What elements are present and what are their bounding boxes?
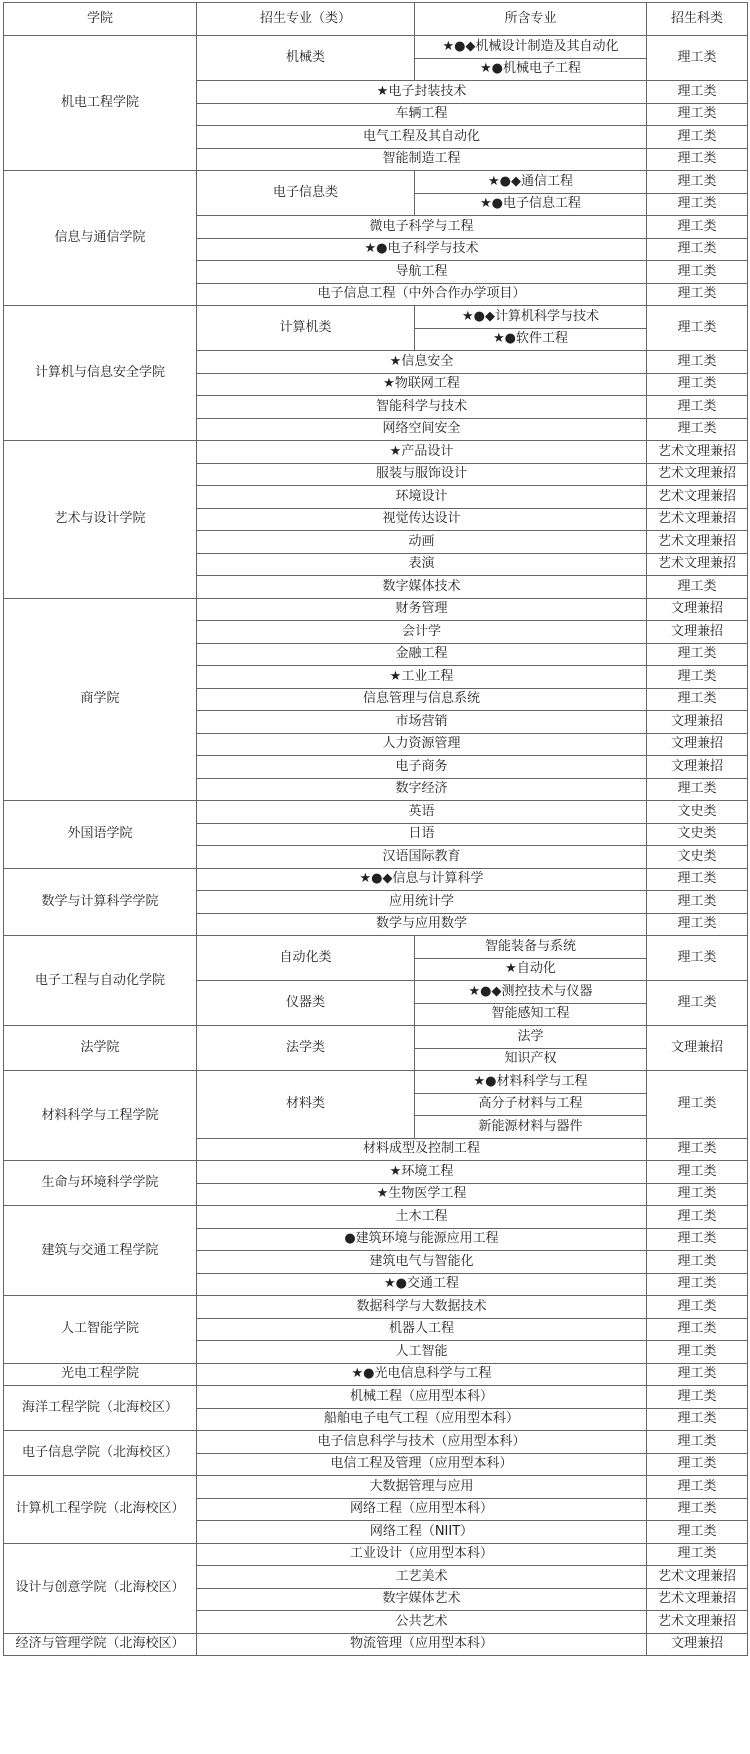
header-sub-majors: 所含专业: [415, 3, 647, 36]
major-cell: 导航工程: [197, 261, 647, 284]
major-group-cell: 计算机类: [197, 306, 415, 351]
sub-major-cell: ★●电子信息工程: [415, 193, 647, 216]
major-cell: 人工智能: [197, 1341, 647, 1364]
category-cell: 艺术文理兼招: [647, 441, 748, 464]
college-cell: 法学院: [4, 1026, 197, 1071]
sub-major-cell: ★●材料科学与工程: [415, 1071, 647, 1094]
category-cell: 理工类: [647, 216, 748, 239]
category-cell: 理工类: [647, 666, 748, 689]
header-row: [4, 3, 748, 36]
category-cell: 理工类: [647, 576, 748, 599]
college-cell: 经济与管理学院（北海校区）: [4, 1633, 197, 1656]
major-cell: ★电子封装技术: [197, 81, 647, 104]
category-cell: 理工类: [647, 1476, 748, 1499]
major-cell: 应用统计学: [197, 891, 647, 914]
category-cell: 理工类: [647, 351, 748, 374]
category-cell: 理工类: [647, 1386, 748, 1409]
table-row: [4, 1026, 748, 1049]
category-cell: 理工类: [647, 1521, 748, 1544]
table-row: [4, 1363, 748, 1386]
table-row: [4, 1633, 748, 1656]
category-cell: 文理兼招: [647, 733, 748, 756]
major-cell: 电气工程及其自动化: [197, 126, 647, 149]
table-row: [4, 936, 748, 959]
category-cell: 理工类: [647, 1296, 748, 1319]
category-cell: 艺术文理兼招: [647, 1611, 748, 1634]
category-cell: 理工类: [647, 126, 748, 149]
category-cell: 理工类: [647, 193, 748, 216]
major-cell: 电信工程及管理（应用型本科）: [197, 1453, 647, 1476]
table-row: [4, 441, 748, 464]
major-cell: 船舶电子电气工程（应用型本科）: [197, 1408, 647, 1431]
major-cell: 金融工程: [197, 643, 647, 666]
category-cell: 理工类: [647, 103, 748, 126]
major-cell: 人力资源管理: [197, 733, 647, 756]
table-row: [4, 801, 748, 824]
major-group-cell: 自动化类: [197, 936, 415, 981]
major-cell: ●建筑环境与能源应用工程: [197, 1228, 647, 1251]
college-cell: 海洋工程学院（北海校区）: [4, 1386, 197, 1431]
category-cell: 文理兼招: [647, 756, 748, 779]
major-cell: ★环境工程: [197, 1161, 647, 1184]
header-college: 学院: [4, 3, 197, 36]
sub-major-cell: ★●◆计算机科学与技术: [415, 306, 647, 329]
category-cell: 理工类: [647, 688, 748, 711]
major-cell: 大数据管理与应用: [197, 1476, 647, 1499]
college-cell: 商学院: [4, 598, 197, 801]
category-cell: 文史类: [647, 823, 748, 846]
sub-major-cell: 智能装备与系统: [415, 936, 647, 959]
category-cell: 艺术文理兼招: [647, 508, 748, 531]
sub-major-cell: ★●机械电子工程: [415, 58, 647, 81]
major-cell: 动画: [197, 531, 647, 554]
major-cell: 数字媒体艺术: [197, 1588, 647, 1611]
category-cell: 理工类: [647, 1161, 748, 1184]
category-cell: 理工类: [647, 171, 748, 194]
table-row: [4, 1476, 748, 1499]
major-cell: 数学与应用数学: [197, 913, 647, 936]
category-cell: 理工类: [647, 1251, 748, 1274]
category-cell: 理工类: [647, 1498, 748, 1521]
category-cell: 理工类: [647, 261, 748, 284]
category-cell: 理工类: [647, 1206, 748, 1229]
category-cell: 理工类: [647, 238, 748, 261]
major-cell: ★●交通工程: [197, 1273, 647, 1296]
table-row: [4, 1071, 748, 1094]
major-cell: 机械工程（应用型本科）: [197, 1386, 647, 1409]
admissions-table: [3, 2, 748, 1656]
category-cell: 理工类: [647, 1071, 748, 1139]
category-cell: 理工类: [647, 1408, 748, 1431]
major-cell: 公共艺术: [197, 1611, 647, 1634]
sub-major-cell: 高分子材料与工程: [415, 1093, 647, 1116]
category-cell: 理工类: [647, 418, 748, 441]
category-cell: 理工类: [647, 1543, 748, 1566]
major-cell: 智能制造工程: [197, 148, 647, 171]
major-cell: 会计学: [197, 621, 647, 644]
major-cell: ★●◆信息与计算科学: [197, 868, 647, 891]
sub-major-cell: ★自动化: [415, 958, 647, 981]
major-cell: 材料成型及控制工程: [197, 1138, 647, 1161]
category-cell: 理工类: [647, 36, 748, 81]
category-cell: 理工类: [647, 1318, 748, 1341]
college-cell: 外国语学院: [4, 801, 197, 869]
major-cell: 电子商务: [197, 756, 647, 779]
table-row: [4, 868, 748, 891]
category-cell: 理工类: [647, 1138, 748, 1161]
header-major: 招生专业（类）: [197, 3, 415, 36]
major-cell: 表演: [197, 553, 647, 576]
major-cell: 信息管理与信息系统: [197, 688, 647, 711]
major-cell: 机器人工程: [197, 1318, 647, 1341]
header-category: 招生科类: [647, 3, 748, 36]
table-row: [4, 1543, 748, 1566]
category-cell: 理工类: [647, 1228, 748, 1251]
sub-major-cell: ★●软件工程: [415, 328, 647, 351]
major-cell: 英语: [197, 801, 647, 824]
sub-major-cell: 新能源材料与器件: [415, 1116, 647, 1139]
table-row: [4, 1206, 748, 1229]
category-cell: 艺术文理兼招: [647, 463, 748, 486]
major-group-cell: 材料类: [197, 1071, 415, 1139]
major-cell: 工艺美术: [197, 1566, 647, 1589]
college-cell: 电子信息学院（北海校区）: [4, 1431, 197, 1476]
major-cell: 环境设计: [197, 486, 647, 509]
major-cell: 物流管理（应用型本科）: [197, 1633, 647, 1656]
category-cell: 理工类: [647, 1183, 748, 1206]
major-cell: 市场营销: [197, 711, 647, 734]
category-cell: 艺术文理兼招: [647, 1588, 748, 1611]
category-cell: 艺术文理兼招: [647, 531, 748, 554]
major-cell: 微电子科学与工程: [197, 216, 647, 239]
college-cell: 艺术与设计学院: [4, 441, 197, 599]
college-cell: 设计与创意学院（北海校区）: [4, 1543, 197, 1633]
major-cell: 网络工程（NIIT）: [197, 1521, 647, 1544]
category-cell: 理工类: [647, 373, 748, 396]
major-cell: 电子信息科学与技术（应用型本科）: [197, 1431, 647, 1454]
major-cell: 工业设计（应用型本科）: [197, 1543, 647, 1566]
category-cell: 理工类: [647, 778, 748, 801]
category-cell: 理工类: [647, 936, 748, 981]
college-cell: 计算机工程学院（北海校区）: [4, 1476, 197, 1544]
category-cell: 理工类: [647, 81, 748, 104]
major-cell: 网络工程（应用型本科）: [197, 1498, 647, 1521]
table-row: [4, 1161, 748, 1184]
category-cell: 文史类: [647, 801, 748, 824]
category-cell: 文理兼招: [647, 621, 748, 644]
college-cell: 材料科学与工程学院: [4, 1071, 197, 1161]
major-group-cell: 法学类: [197, 1026, 415, 1071]
college-cell: 电子工程与自动化学院: [4, 936, 197, 1026]
major-cell: 数字媒体技术: [197, 576, 647, 599]
category-cell: 理工类: [647, 306, 748, 351]
major-cell: ★物联网工程: [197, 373, 647, 396]
major-cell: 日语: [197, 823, 647, 846]
major-cell: 财务管理: [197, 598, 647, 621]
major-cell: 服装与服饰设计: [197, 463, 647, 486]
sub-major-cell: ★●◆通信工程: [415, 171, 647, 194]
college-cell: 数学与计算科学学院: [4, 868, 197, 936]
major-cell: ★信息安全: [197, 351, 647, 374]
table-row: [4, 598, 748, 621]
category-cell: 理工类: [647, 981, 748, 1026]
major-cell: 网络空间安全: [197, 418, 647, 441]
category-cell: 理工类: [647, 891, 748, 914]
category-cell: 理工类: [647, 1341, 748, 1364]
sub-major-cell: ★●◆测控技术与仪器: [415, 981, 647, 1004]
table-row: [4, 1296, 748, 1319]
category-cell: 理工类: [647, 1363, 748, 1386]
major-cell: ★生物医学工程: [197, 1183, 647, 1206]
category-cell: 艺术文理兼招: [647, 553, 748, 576]
category-cell: 艺术文理兼招: [647, 1566, 748, 1589]
major-cell: ★工业工程: [197, 666, 647, 689]
major-cell: 建筑电气与智能化: [197, 1251, 647, 1274]
college-cell: 建筑与交通工程学院: [4, 1206, 197, 1296]
major-cell: 视觉传达设计: [197, 508, 647, 531]
major-cell: 汉语国际教育: [197, 846, 647, 869]
category-cell: 理工类: [647, 396, 748, 419]
category-cell: 文理兼招: [647, 1026, 748, 1071]
table-row: [4, 1431, 748, 1454]
table-row: [4, 171, 748, 194]
college-cell: 机电工程学院: [4, 36, 197, 171]
major-group-cell: 机械类: [197, 36, 415, 81]
category-cell: 理工类: [647, 868, 748, 891]
college-cell: 信息与通信学院: [4, 171, 197, 306]
category-cell: 理工类: [647, 1273, 748, 1296]
major-cell: ★产品设计: [197, 441, 647, 464]
category-cell: 理工类: [647, 643, 748, 666]
major-group-cell: 仪器类: [197, 981, 415, 1026]
major-cell: ★●光电信息科学与工程: [197, 1363, 647, 1386]
major-cell: ★●电子科学与技术: [197, 238, 647, 261]
table-row: [4, 1386, 748, 1409]
sub-major-cell: 法学: [415, 1026, 647, 1049]
category-cell: 理工类: [647, 283, 748, 306]
category-cell: 理工类: [647, 148, 748, 171]
major-cell: 车辆工程: [197, 103, 647, 126]
major-cell: 数据科学与大数据技术: [197, 1296, 647, 1319]
major-cell: 土木工程: [197, 1206, 647, 1229]
major-cell: 电子信息工程（中外合作办学项目）: [197, 283, 647, 306]
category-cell: 理工类: [647, 913, 748, 936]
major-cell: 数字经济: [197, 778, 647, 801]
sub-major-cell: ★●◆机械设计制造及其自动化: [415, 36, 647, 59]
table-row: [4, 36, 748, 59]
sub-major-cell: 知识产权: [415, 1048, 647, 1071]
category-cell: 文理兼招: [647, 1633, 748, 1656]
category-cell: 文理兼招: [647, 598, 748, 621]
college-cell: 人工智能学院: [4, 1296, 197, 1364]
category-cell: 艺术文理兼招: [647, 486, 748, 509]
college-cell: 光电工程学院: [4, 1363, 197, 1386]
category-cell: 理工类: [647, 1431, 748, 1454]
college-cell: 计算机与信息安全学院: [4, 306, 197, 441]
sub-major-cell: 智能感知工程: [415, 1003, 647, 1026]
table-row: [4, 306, 748, 329]
major-group-cell: 电子信息类: [197, 171, 415, 216]
category-cell: 文史类: [647, 846, 748, 869]
major-cell: 智能科学与技术: [197, 396, 647, 419]
category-cell: 文理兼招: [647, 711, 748, 734]
college-cell: 生命与环境科学学院: [4, 1161, 197, 1206]
category-cell: 理工类: [647, 1453, 748, 1476]
